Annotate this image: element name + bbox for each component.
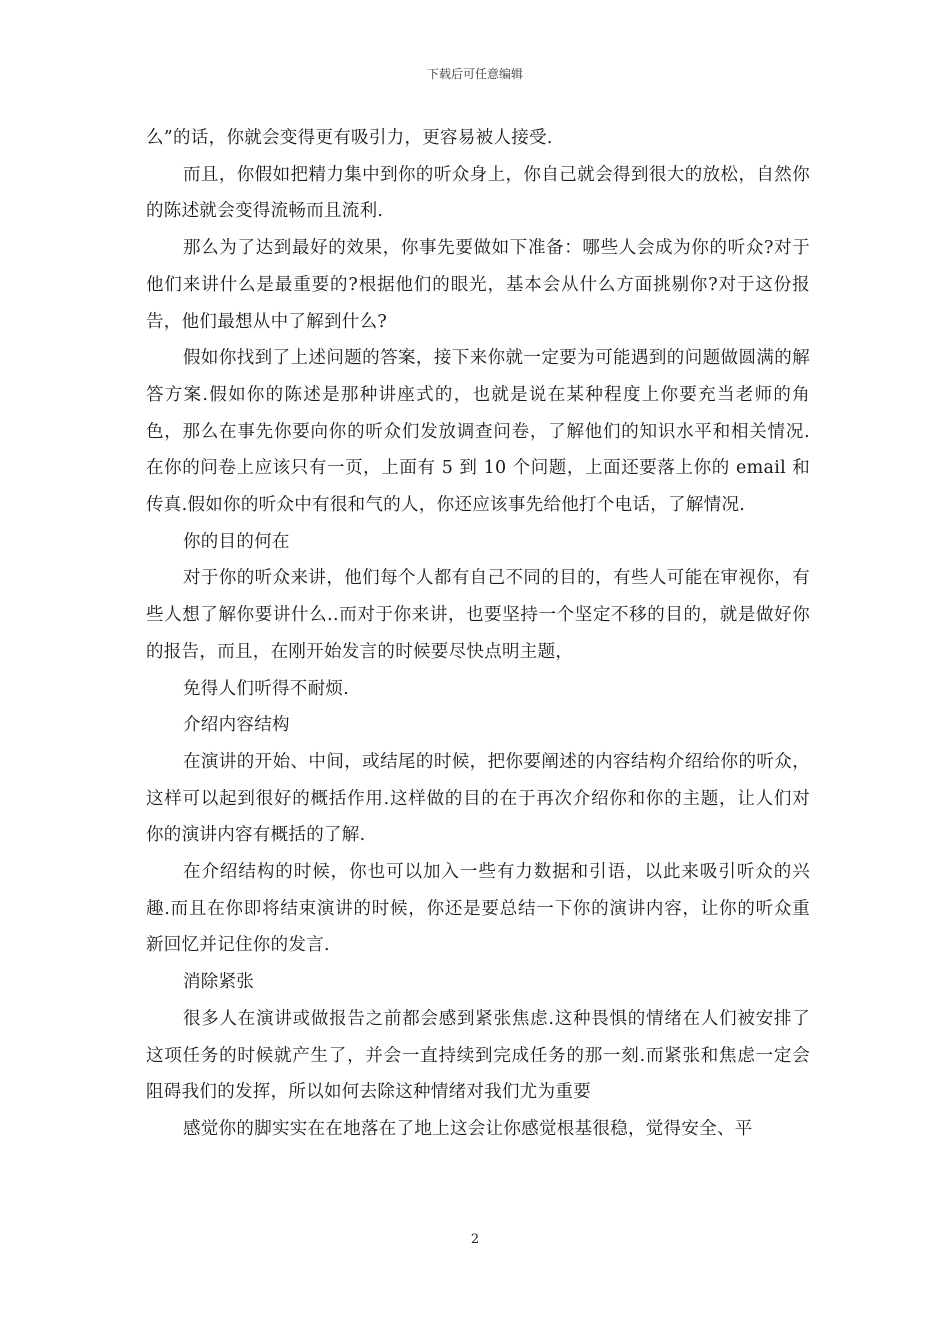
paragraph-10: 感觉你的脚实实在在地落在了地上这会让你感觉根基很稳，觉得安全、平 (183, 1118, 753, 1139)
paragraph-8: 在介绍结构的时候，你也可以加入一些有力数据和引语，以此来吸引听众的兴趣.而且在你即将结束演讲的时候，你还是要总结一下你的演讲内容，让你的听众重新回忆并记住你的发言. (146, 862, 810, 956)
paragraph-3: 那么为了达到最好的效果，你事先要做如下准备：哪些人会成为你的听众?对于他们来讲什么是最重要的?根据他们的眼光，基本会从什么方面挑剔你?对于这份报告，他们最想从中了解到什么? (146, 238, 810, 332)
paragraph-7: 在演讲的开始、中间，或结尾的时候，把你要阐述的内容结构介绍给你的听众，这样可以起到很好的概括作用.这样做的目的在于再次介绍你和你的主题，让人们对你的演讲内容有概括的了解. (146, 751, 810, 846)
paragraph-9: 很多人在演讲或做报告之前都会感到紧张焦虑.这种畏惧的情绪在人们被安排了这项任务的时候就产生了，并会一直持续到完成任务的那一刻.而紧张和焦虑一定会阻碍我们的发挥，所以如何去除这种情绪对我们尤为重要 (146, 1008, 810, 1103)
document-body (146, 120, 810, 1148)
paragraph-1: 么”的话，你就会变得更有吸引力，更容易被人接受. (146, 128, 553, 148)
section-heading-nervousness: 消除紧张 (183, 972, 255, 993)
page-header: 下载后可任意编辑 (426, 67, 523, 81)
paragraph-5: 对于你的听众来讲，他们每个人都有自己不同的目的，有些人可能在审视你，有些人想了解你要讲什么..而对于你来讲，也要坚持一个坚定不移的目的，就是做好你的报告，而且，在刚开始发言的时候要尽快点明主题， (146, 568, 810, 662)
paragraph-2: 而且，你假如把精力集中到你的听众身上，你自己就会得到很大的放松，自然你的陈述就会变得流畅而且流利. (146, 164, 810, 222)
paragraph-4: 假如你找到了上述问题的答案，接下来你就一定要为可能遇到的问题做圆满的解答方案.假如你的陈述是那种讲座式的，也就是说在某种程度上你要充当老师的角色，那么在事先你要向你的听众们发放调查问卷，了解他们的知识水平和相关情况.在你的问卷上应该只有一页，上面有 5 到 10 个问题，上面还要落上你的 email 和传真.假如你的听众中有很和气的人，你还应该事先给他打个电话，了解情况. (146, 348, 810, 516)
section-heading-purpose: 你的目的何在 (183, 531, 290, 552)
page-number: 2 (470, 1232, 480, 1247)
section-heading-structure: 介绍内容结构 (183, 715, 290, 736)
paragraph-6: 免得人们听得不耐烦. (183, 678, 350, 699)
